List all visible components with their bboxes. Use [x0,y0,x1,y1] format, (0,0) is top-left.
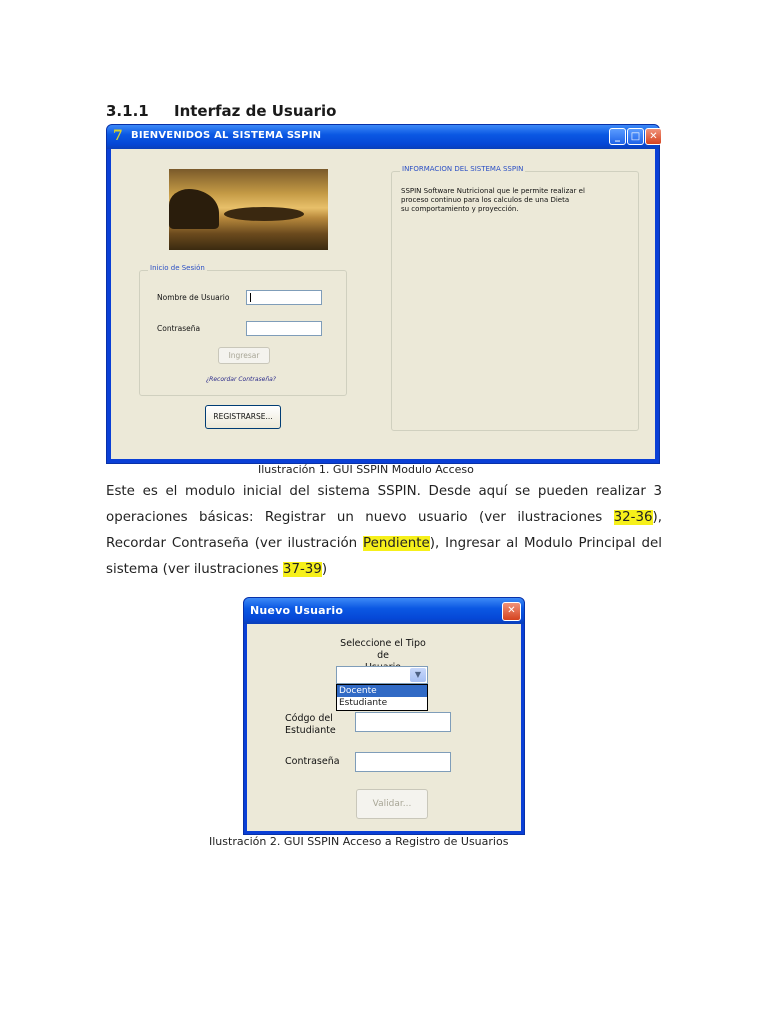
title-bar[interactable] [107,125,659,149]
forgot-password-link[interactable]: ¿Recordar Contraseña? [206,376,276,383]
paragraph-text: Este es el modulo inicial del sistema SSPIN. Desde aquí se pueden realizar 3 operaciones básicas: Registrar un nuevo usuario (ver ilustraciones [106,484,662,525]
section-heading [106,102,337,120]
window-title: Nuevo Usuario [250,604,344,617]
username-input[interactable] [246,290,322,305]
user-type-dropdown[interactable] [336,684,428,711]
sspin-login-window [106,124,660,464]
beach-sunset-image [169,169,328,250]
password-input[interactable] [246,321,322,336]
close-button[interactable]: ✕ [645,128,662,145]
maximize-button[interactable]: □ [627,128,644,145]
section-title: Interfaz de Usuario [174,102,337,120]
student-code-input[interactable] [355,712,451,732]
sspin-app-icon: 7 [113,128,123,144]
register-button[interactable]: REGISTRARSE... [205,405,281,429]
highlight-ref: 37-39 [282,562,322,577]
info-text [401,187,585,214]
info-group [391,165,639,431]
login-group-legend: Inicio de Sesión [150,264,205,272]
section-number: 3.1.1 [106,102,149,120]
username-label: Nombre de Usuario [157,293,230,302]
highlight-ref: Pendiente [363,536,430,551]
user-type-label-line: Seleccione el Tipo de [340,638,426,661]
minimize-button[interactable]: _ [609,128,626,145]
caption-1: Ilustración 1. GUI SSPIN Modulo Acceso [258,463,474,476]
window-client-area [111,149,655,459]
window-title: BIENVENIDOS AL SISTEMA SSPIN [131,130,322,141]
body-paragraph [106,479,662,583]
login-group [139,264,347,396]
validate-button[interactable]: Validar... [356,789,428,819]
password-input[interactable] [355,752,451,772]
info-line: SSPIN Software Nutricional que le permite realizar el [401,187,585,195]
info-line: su comportamiento y proyección. [401,205,519,213]
paragraph-text: ), Recordar Contraseña (ver ilustración [106,510,662,551]
info-line: proceso continuo para los calculos de una Dieta [401,196,570,204]
paragraph-text: ) [321,562,328,577]
user-type-select[interactable] [336,666,428,684]
student-code-label-line: Estudiante [285,725,336,736]
student-code-label [285,713,336,737]
student-code-label-line: Códgo del [285,713,333,724]
title-bar[interactable] [244,598,524,624]
password-label: Contraseña [157,324,201,333]
login-button[interactable]: Ingresar [218,347,270,364]
option-docente[interactable]: Docente [337,685,427,697]
paragraph-text: ), Ingresar al Modulo Principal del sistema (ver ilustraciones [106,536,662,577]
info-group-legend: INFORMACION DEL SISTEMA SSPIN [402,165,524,173]
option-estudiante[interactable]: Estudiante [339,698,388,708]
new-user-window [243,597,525,835]
chevron-down-icon[interactable]: ▼ [410,668,426,682]
caption-2: Ilustración 2. GUI SSPIN Acceso a Registro de Usuarios [209,835,509,848]
close-button[interactable]: ✕ [502,602,521,621]
password-label: Contraseña [285,756,340,767]
window-client-area [247,624,521,831]
highlight-ref: 32-36 [613,510,653,525]
